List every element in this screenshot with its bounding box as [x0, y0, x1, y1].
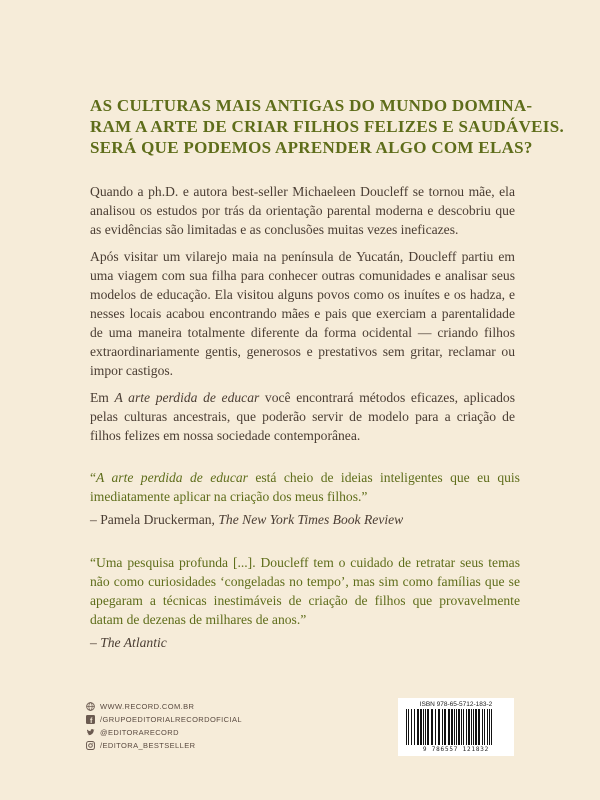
barcode-bar	[431, 709, 433, 745]
instagram-link[interactable]	[86, 739, 242, 752]
barcode-bar	[468, 709, 470, 745]
blurb-2-source: The Atlantic	[100, 635, 167, 650]
barcode-bar	[427, 709, 429, 745]
isbn-barcode	[398, 698, 514, 756]
blurb-1-open-quote: “	[90, 470, 97, 485]
blurb-2-attribution	[90, 633, 520, 652]
barcode-bar	[478, 709, 480, 745]
headline-line-1: AS CULTURAS MAIS ANTIGAS DO MUNDO DOMINA-	[90, 96, 533, 115]
twitter-link[interactable]	[86, 726, 242, 739]
synopsis-paragraph-2: Após visitar um vilarejo maia na península de Yucatán, Doucleff partiu em uma viagem com sua filha para conhecer outras comunidades e analisar seus modelos de educação. Ela visitou alguns povos como os inuítes e os hadza, e nesses locais acabou encontrando mães e pais que exerciam a parentalidade de uma maneira totalmente diferente da forma ocidental — criando filhos extraordinariamente gentis, generosos e prestativos sem gritar, reclamar ou impor castigos.	[90, 249, 515, 378]
barcode-bar	[425, 709, 426, 745]
synopsis-paragraph-3	[90, 388, 515, 445]
headline-line-2: RAM A ARTE DE CRIAR FILHOS FELIZES E SAUDÁVEIS.	[90, 117, 565, 136]
barcode-bar	[466, 709, 467, 745]
barcode-bar	[458, 709, 460, 745]
blurb-2-text: “Uma pesquisa profunda [...]. Doucleff tem o cuidado de retratar seus temas não como curiosidades ‘congeladas no tempo’, mas sim como famílias que se apegaram a técnicas inestimáveis de criação de filhos que provavelmente datam de dezenas de milhares de anos.”	[90, 555, 520, 627]
blurb-atlantic	[90, 553, 520, 652]
barcode-bar	[451, 709, 453, 745]
svg-text:f: f	[90, 716, 93, 724]
barcode-bar	[417, 709, 419, 745]
blurb-1-source: The New York Times Book Review	[218, 512, 404, 527]
barcode-bar	[438, 709, 440, 745]
barcode-bar	[406, 709, 407, 745]
barcode-bar	[475, 709, 477, 745]
barcode-bar	[444, 709, 446, 745]
blurb-druckerman	[90, 468, 520, 529]
paragraph-3-lead: Em	[90, 390, 115, 405]
barcode-bar	[456, 709, 457, 745]
blurb-1-book-title: A arte perdida de educar	[96, 470, 248, 485]
barcode-bar	[487, 709, 488, 745]
barcode-bar	[471, 709, 472, 745]
website-text: WWW.RECORD.COM.BR	[100, 702, 195, 711]
barcode-bars	[404, 709, 508, 745]
instagram-icon	[86, 741, 95, 750]
paragraph-3-rest: você encontrará métodos eficazes, aplicados pelas culturas ancestrais, que poderão servir de modelo para a criação de filhos felizes em nossa sociedade contemporânea.	[90, 390, 515, 443]
barcode-bar	[461, 709, 462, 745]
facebook-link[interactable]	[86, 713, 242, 726]
barcode-digits: 9 786557 121832	[422, 746, 490, 753]
twitter-text: @EDITORARECORD	[100, 728, 179, 737]
barcode-bar	[448, 709, 450, 745]
barcode-bar	[420, 709, 422, 745]
website-link[interactable]	[86, 700, 242, 713]
blurb-1-text	[90, 468, 520, 506]
barcode-bar	[423, 709, 424, 745]
twitter-bird-icon	[86, 728, 95, 737]
globe-icon	[86, 702, 95, 711]
blurb-1-attribution	[90, 510, 520, 529]
barcode-bar	[473, 709, 474, 745]
isbn-number: ISBN 978-65-5712-183-2	[419, 701, 493, 708]
blurb-2-dash: –	[90, 635, 101, 650]
blurb-1-body: está cheio de ideias inteligentes que eu quis imediatamente aplicar na criação dos meus filhos.”	[90, 470, 520, 504]
barcode-bar	[442, 709, 443, 745]
facebook-text: /GRUPOEDITORIALRECORDOFICIAL	[100, 715, 242, 724]
instagram-text: /EDITORA_BESTSELLER	[100, 741, 196, 750]
barcode-bar	[435, 709, 436, 745]
barcode-bar	[463, 709, 464, 745]
blurb-1-author: – Pamela Druckerman,	[90, 512, 219, 527]
barcode-bar	[454, 709, 455, 745]
back-cover-headline	[90, 95, 565, 158]
facebook-icon	[86, 715, 95, 724]
book-title-italic: A arte perdida de educar	[114, 390, 260, 405]
synopsis-paragraph-1: Quando a ph.D. e autora best-seller Michaeleen Doucleff se tornou mãe, ela analisou os estudos por trás da orientação parental moderna e descobriu que as evidências são limitadas e as conclusões muitas vezes ineficazes.	[90, 184, 515, 237]
barcode-bar	[491, 709, 492, 745]
barcode-bar	[484, 709, 485, 745]
publisher-social-links	[86, 700, 242, 752]
barcode-bar	[408, 709, 409, 745]
barcode-bar	[489, 709, 490, 745]
synopsis	[90, 182, 515, 453]
barcode-bar	[414, 709, 415, 745]
barcode-bar	[482, 709, 483, 745]
barcode-bar	[411, 709, 412, 745]
headline-line-3: SERÁ QUE PODEMOS APRENDER ALGO COM ELAS?	[90, 138, 533, 157]
